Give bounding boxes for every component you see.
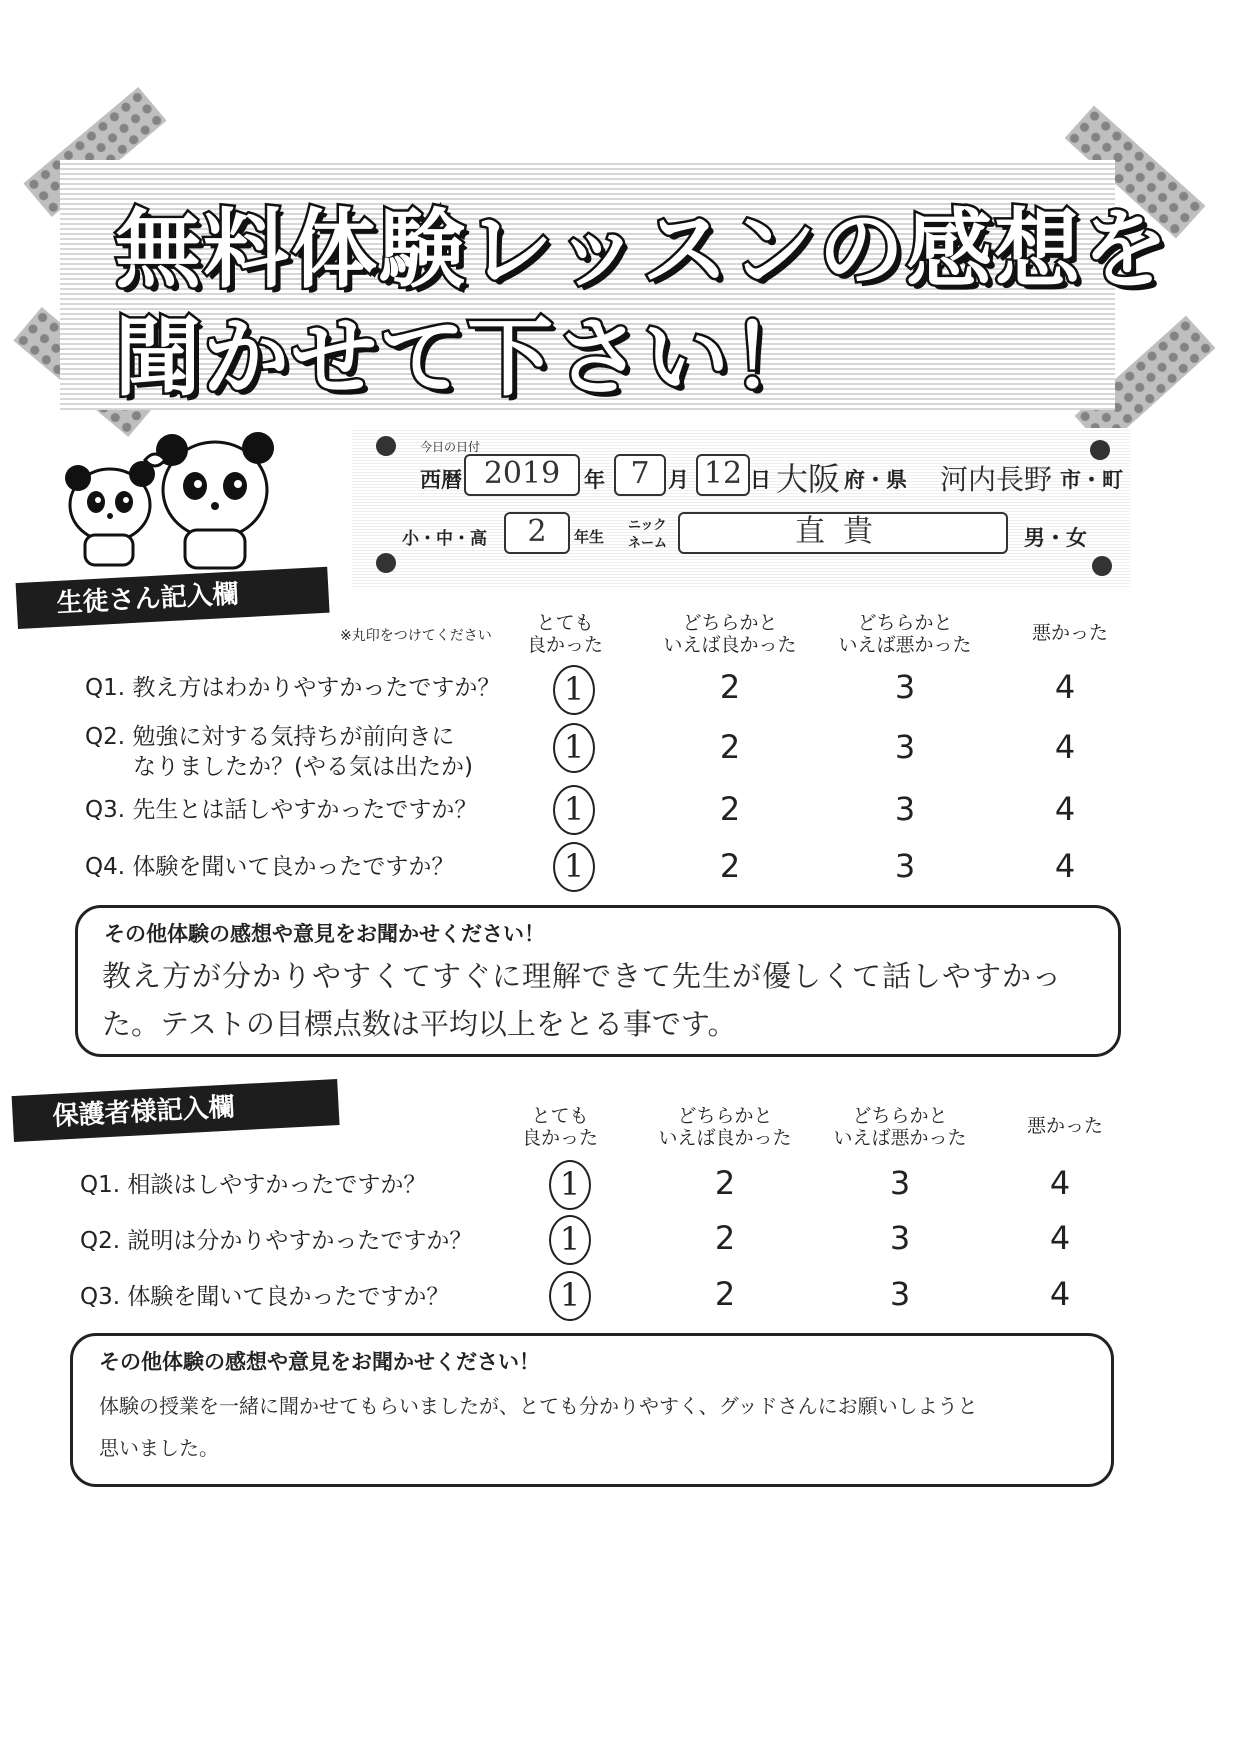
rating-option[interactable]: 4 [1054, 668, 1076, 706]
guardian-comment-box[interactable] [70, 1333, 1114, 1487]
student-question-4: Q4. 体験を聞いて良かったですか？ [85, 854, 455, 880]
header-very-good: とても 良かった [521, 1105, 598, 1149]
student-section-banner: 生徒さん記入欄 [16, 567, 330, 629]
city-value: 河内長野 [940, 463, 1053, 496]
prefecture-options[interactable]: 府・県 [844, 468, 907, 492]
prefecture-value: 大阪 [776, 460, 841, 498]
page-title-line-1: 無料体験レッスンの感想を [115, 200, 1171, 300]
nickname-label-line-1: ニック [628, 518, 667, 533]
gender-options[interactable]: 男・女 [1024, 526, 1087, 550]
grade-field[interactable]: 2 [504, 512, 570, 554]
guardian-comment-line-2: 思いました。 [99, 1436, 219, 1460]
guardian-question-3: Q3. 体験を聞いて良かったですか？ [80, 1284, 450, 1310]
month-unit: 月 [668, 468, 689, 492]
header-somewhat-good: どちらかと いえば良かった [663, 612, 797, 656]
day-unit: 日 [750, 468, 771, 492]
circle-instruction-note: ※丸印をつけてください [340, 628, 492, 644]
student-question-2: Q2. 勉強に対する気持ちが前向きに [85, 724, 455, 750]
rating-option[interactable]: 2 [714, 1275, 736, 1313]
rating-option-selected[interactable]: 1 [553, 723, 595, 773]
guardian-question-2: Q2. 説明は分かりやすかったですか？ [80, 1228, 473, 1254]
student-info-panel [352, 428, 1130, 588]
day-field[interactable]: 12 [696, 454, 750, 496]
today-date-label: 今日の日付 [420, 440, 481, 454]
rating-option[interactable]: 2 [719, 728, 741, 766]
guardian-comment-line-1: 体験の授業を一緒に聞かせてもらいましたが、とても分かりやすく、グッドさんにお願いしようと [99, 1394, 978, 1418]
rating-option-selected[interactable]: 1 [549, 1271, 591, 1321]
comment-prompt: その他体験の感想や意見をお聞かせください！ [104, 922, 545, 946]
rating-option[interactable]: 3 [894, 668, 916, 706]
rating-option[interactable]: 3 [889, 1275, 911, 1313]
header-bad: 悪かった [1031, 622, 1108, 644]
student-question-1: Q1. 教え方はわかりやすかったですか？ [85, 675, 501, 701]
nickname-label-line-2: ネーム [628, 536, 668, 551]
rating-option-selected[interactable]: 1 [553, 665, 595, 715]
rating-option[interactable]: 2 [714, 1164, 736, 1202]
rating-option[interactable]: 3 [889, 1219, 911, 1257]
guardian-question-1: Q1. 相談はしやすかったですか？ [80, 1172, 427, 1198]
rating-option[interactable]: 4 [1049, 1219, 1071, 1257]
year-field[interactable]: 2019 [464, 454, 580, 496]
rating-option[interactable]: 3 [894, 847, 916, 885]
rating-option[interactable]: 2 [719, 668, 741, 706]
city-options[interactable]: 市・町 [1060, 468, 1123, 492]
nickname-field[interactable]: 直貴 [678, 512, 1008, 554]
school-options[interactable]: 小・中・高 [402, 529, 487, 549]
panda-mascot-illustration [50, 430, 300, 570]
month-field[interactable]: 7 [614, 454, 666, 496]
page-title-line-2: 聞かせて下さい！ [115, 308, 819, 408]
guardian-section-banner: 保護者様記入欄 [12, 1079, 340, 1142]
student-question-2-continued: なりましたか？(やる気は出たか) [133, 754, 473, 780]
pin-icon [376, 553, 396, 573]
pin-icon [376, 436, 396, 456]
pin-icon [1092, 556, 1112, 576]
student-comment-line-1: 教え方が分かりやすくてすぐに理解できて先生が優しくて話しやすかっ [102, 959, 1063, 993]
rating-option[interactable]: 4 [1054, 847, 1076, 885]
rating-option-selected[interactable]: 1 [549, 1215, 591, 1265]
header-bad: 悪かった [1026, 1115, 1103, 1137]
rating-option-selected[interactable]: 1 [549, 1160, 591, 1210]
student-comment-box[interactable] [75, 905, 1121, 1057]
comment-prompt: その他体験の感想や意見をお聞かせください！ [99, 1350, 540, 1374]
year-unit: 年 [584, 468, 605, 492]
rating-option[interactable]: 4 [1049, 1164, 1071, 1202]
header-somewhat-good: どちらかと いえば良かった [658, 1105, 792, 1149]
student-question-3: Q3. 先生とは話しやすかったですか？ [85, 797, 478, 823]
rating-option[interactable]: 4 [1054, 728, 1076, 766]
student-comment-line-2: た。テストの目標点数は平均以上をとる事です。 [102, 1007, 737, 1041]
era-label: 西暦 [420, 468, 462, 492]
rating-option-selected[interactable]: 1 [553, 842, 595, 892]
rating-option[interactable]: 3 [894, 728, 916, 766]
pin-icon [1090, 440, 1110, 460]
rating-option[interactable]: 2 [714, 1219, 736, 1257]
rating-option[interactable]: 2 [719, 790, 741, 828]
rating-option[interactable]: 4 [1049, 1275, 1071, 1313]
rating-option[interactable]: 2 [719, 847, 741, 885]
rating-option[interactable]: 3 [889, 1164, 911, 1202]
title-panel [60, 160, 1171, 410]
header-somewhat-bad: どちらかと いえば悪かった [833, 1105, 967, 1149]
grade-unit: 年生 [574, 528, 605, 546]
header-somewhat-bad: どちらかと いえば悪かった [838, 612, 972, 656]
rating-option[interactable]: 4 [1054, 790, 1076, 828]
rating-option[interactable]: 3 [894, 790, 916, 828]
header-very-good: とても 良かった [526, 612, 603, 656]
rating-option-selected[interactable]: 1 [553, 785, 595, 835]
